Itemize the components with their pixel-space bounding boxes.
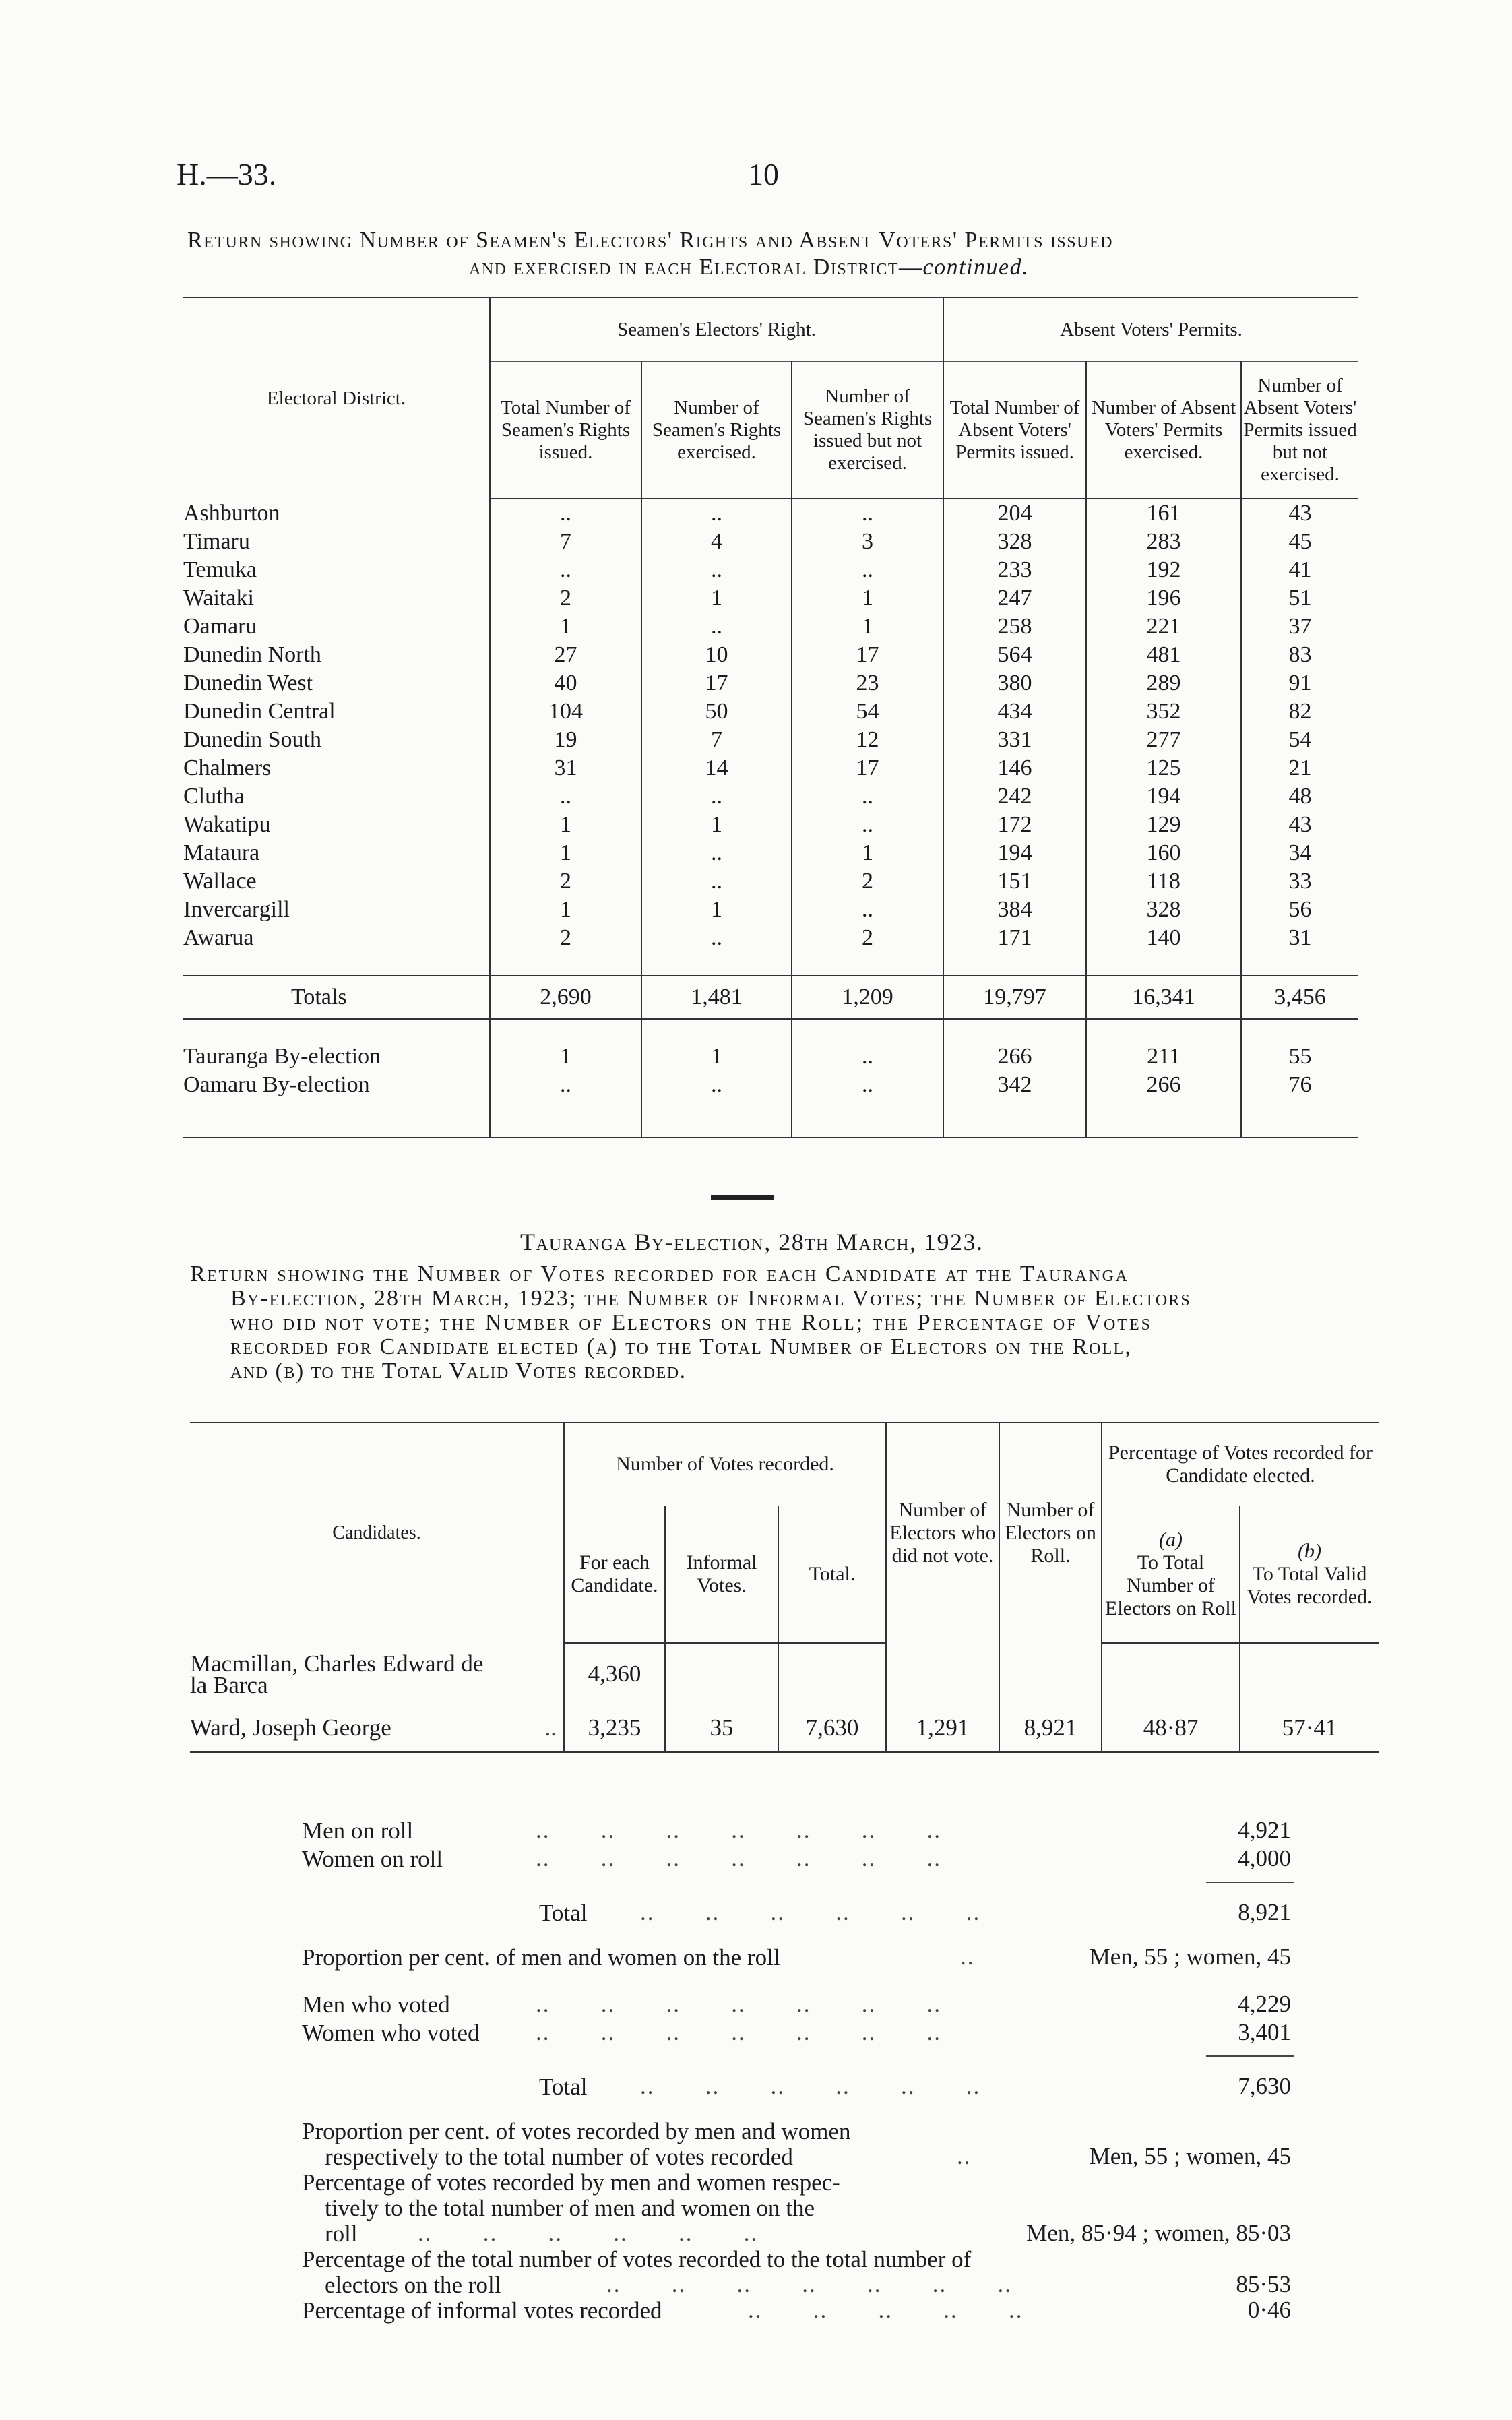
leader-dots: .. .. .. .. .. .. .. [536,1845,941,1871]
seamen-not-exercised-cell: 54 [792,697,943,726]
district-row [183,613,1358,641]
seamen-not-exercised-cell: .. [792,811,943,839]
seamen-not-exercised-cell: .. [792,1071,943,1099]
col-header-on-roll: Number of Electors on Roll. [999,1423,1102,1643]
by-election-row [183,1043,1358,1071]
seamen-exercised-cell: .. [641,499,792,528]
absent-exercised-cell: 352 [1086,697,1241,726]
district-name: Awarua [183,925,254,950]
absent-not-exercised-cell: 76 [1241,1071,1358,1099]
seamen-issued-cell: .. [490,499,641,528]
absent-not-exercised-cell: 43 [1241,499,1358,528]
totals-absent-issued: 19,797 [943,976,1086,1019]
seamen-not-exercised-cell: 2 [792,867,943,896]
leader-dots: .. .. .. .. .. .. .. [536,1817,941,1843]
electors-on-roll: 8,921 [999,1704,1102,1752]
seamen-not-exercised-cell: 1 [792,839,943,867]
seamen-not-exercised-cell: .. [792,499,943,528]
absent-exercised-cell: 196 [1086,584,1241,613]
absent-issued-cell: 242 [943,782,1086,811]
district-name: Wakatipu [183,812,271,837]
totals-label: Totals [183,976,490,1019]
by-election-row [183,1071,1358,1099]
informal-votes: 35 [665,1704,778,1752]
totals-seamen-exercised: 1,481 [641,976,792,1019]
seamen-exercised-cell: .. [641,1071,792,1099]
absent-not-exercised-cell: 82 [1241,697,1358,726]
district-row [183,499,1358,528]
absent-exercised-cell: 160 [1086,839,1241,867]
men-on-roll-label: Men on roll [302,1818,414,1844]
seamen-issued-cell: 2 [490,867,641,896]
absent-issued-cell: 434 [943,697,1086,726]
seamen-exercised-cell: .. [641,613,792,641]
return1-title-line1: Return showing Number of Seamen's Electors' Rights and Absent Voters' Permits issued [187,228,1113,253]
tauranga-return-line1: Return showing the Number of Votes recorded for each Candidate at the Tauranga [190,1262,1129,1286]
district-name: Temuka [183,557,257,582]
absent-issued-cell: 384 [943,896,1086,924]
pct-total-value: 85·53 [1236,2271,1291,2297]
men-on-roll-value: 4,921 [1238,1817,1291,1843]
seamen-issued-cell: 1 [490,896,641,924]
tauranga-return-line5: and (b) to the Total Valid Votes recorded. [230,1359,687,1384]
seamen-not-exercised-cell: .. [792,556,943,584]
seamen-issued-cell: .. [490,556,641,584]
district-row [183,584,1358,613]
pct-to-valid: 57·41 [1240,1704,1379,1752]
absent-exercised-cell: 192 [1086,556,1241,584]
district-row [183,726,1358,754]
totals-seamen-issued: 2,690 [490,976,641,1019]
seamen-not-exercised-cell: 17 [792,641,943,669]
totals-absent-exercised: 16,341 [1086,976,1241,1019]
women-on-roll-label: Women on roll [302,1846,443,1872]
leader-dots: .. .. .. .. .. [748,2297,1023,2323]
seamen-exercised-cell: 1 [641,1043,792,1071]
total-roll-label: Total [539,1900,588,1926]
seamen-exercised-cell: .. [641,839,792,867]
group-header-seamen: Seamen's Electors' Right. [490,297,943,362]
district-name: Invercargill [183,897,290,922]
seamen-exercised-cell: 10 [641,641,792,669]
col-header-absent-exercised: Number of Absent Voters' Permits exercised. [1086,362,1241,499]
district-row [183,528,1358,556]
absent-issued-cell: 194 [943,839,1086,867]
col-header-pct-a: (a) To Total Number of Electors on Roll [1102,1506,1240,1644]
group-header-absent: Absent Voters' Permits. [943,297,1358,362]
seamen-not-exercised-cell: 1 [792,584,943,613]
seamen-exercised-cell: 1 [641,896,792,924]
totals-seamen-not-exercised: 1,209 [792,976,943,1019]
seamen-issued-cell: 40 [490,669,641,697]
tauranga-return-line3: who did not vote; the Number of Electors on the Roll; the Percentage of Votes [230,1310,1152,1335]
seamen-issued-cell: 27 [490,641,641,669]
absent-not-exercised-cell: 55 [1241,1043,1358,1071]
absent-exercised-cell: 118 [1086,867,1241,896]
pct-to-roll: 48·87 [1102,1704,1240,1752]
candidate-row [190,1643,1379,1704]
men-voted-label: Men who voted [302,1991,450,2018]
absent-exercised-cell: 328 [1086,896,1241,924]
absent-issued-cell: 233 [943,556,1086,584]
seamen-issued-cell: .. [490,1071,641,1099]
col-header-not-voted: Number of Electors who did not vote. [886,1423,999,1643]
absent-issued-cell: 151 [943,867,1086,896]
seamen-issued-cell: 7 [490,528,641,556]
seamen-not-exercised-cell: 2 [792,924,943,952]
absent-exercised-cell: 277 [1086,726,1241,754]
absent-not-exercised-cell: 34 [1241,839,1358,867]
proportion-roll-label: Proportion per cent. of men and women on the roll [302,1944,780,1971]
seamen-not-exercised-cell: 12 [792,726,943,754]
district-row [183,811,1358,839]
district-name: Dunedin North [183,642,321,667]
district-name: Timaru [183,529,250,554]
district-row [183,867,1358,896]
candidate-votes: 3,235 [564,1704,665,1752]
seamen-not-exercised-cell: 1 [792,613,943,641]
col-header-absent-issued: Total Number of Absent Voters' Permits issued. [943,362,1086,499]
seamen-exercised-cell: 17 [641,669,792,697]
absent-issued-cell: 171 [943,924,1086,952]
sum-rule [1206,1882,1294,1883]
absent-issued-cell: 331 [943,726,1086,754]
absent-not-exercised-cell: 33 [1241,867,1358,896]
pct-total-line2: electors on the roll [325,2272,501,2298]
district-name: Dunedin South [183,727,321,752]
absent-exercised-cell: 129 [1086,811,1241,839]
pct-votes-line2: tively to the total number of men and women on the [325,2195,815,2221]
seamen-exercised-cell: .. [641,924,792,952]
district-row [183,896,1358,924]
seamen-exercised-cell: 7 [641,726,792,754]
seamen-exercised-cell: .. [641,556,792,584]
seamen-issued-cell: 1 [490,811,641,839]
women-on-roll-value: 4,000 [1238,1845,1291,1871]
absent-not-exercised-cell: 56 [1241,896,1358,924]
col-header-total: Total. [778,1506,886,1644]
seamen-not-exercised-cell: .. [792,782,943,811]
seamen-issued-cell: 19 [490,726,641,754]
absent-exercised-cell: 161 [1086,499,1241,528]
absent-exercised-cell: 194 [1086,782,1241,811]
section-divider [711,1195,774,1200]
district-name: Wallace [183,869,257,894]
district-row [183,839,1358,867]
absent-exercised-cell: 289 [1086,669,1241,697]
absent-issued-cell: 266 [943,1043,1086,1071]
seamen-exercised-cell: 1 [641,811,792,839]
seamen-issued-cell: 1 [490,839,641,867]
absent-not-exercised-cell: 21 [1241,754,1358,782]
district-row [183,556,1358,584]
candidate-name: Macmillan, Charles Edward de [190,1650,484,1677]
absent-issued-cell: 328 [943,528,1086,556]
district-name: Clutha [183,784,245,809]
seamen-issued-cell: 1 [490,1043,641,1071]
absent-exercised-cell: 481 [1086,641,1241,669]
pct-total-line1: Percentage of the total number of votes recorded to the total number of [302,2246,972,2272]
group-header-votes: Number of Votes recorded. [564,1423,886,1506]
absent-issued-cell: 342 [943,1071,1086,1099]
seamen-exercised-cell: 50 [641,697,792,726]
seamen-not-exercised-cell: .. [792,1043,943,1071]
absent-issued-cell: 564 [943,641,1086,669]
women-voted-value: 3,401 [1238,2019,1291,2045]
absent-exercised-cell: 211 [1086,1043,1241,1071]
district-name: Chalmers [183,755,272,780]
leader-dots: .. .. .. .. .. .. [418,2220,759,2246]
group-header-percentage: Percentage of Votes recorded for Candidate elected. [1102,1423,1379,1506]
absent-not-exercised-cell: 54 [1241,726,1358,754]
absent-not-exercised-cell: 91 [1241,669,1358,697]
seamen-issued-cell: 2 [490,584,641,613]
total-votes: 7,630 [778,1704,886,1752]
col-header-informal: Informal Votes. [665,1506,778,1644]
totals-absent-not-exercised: 3,456 [1241,976,1358,1019]
absent-exercised-cell: 221 [1086,613,1241,641]
col-header-pct-b: (b) To Total Valid Votes recorded. [1240,1506,1379,1644]
candidate-row [190,1704,1379,1752]
seamen-issued-cell: 104 [490,697,641,726]
seamen-issued-cell: 2 [490,924,641,952]
pct-votes-line3: roll [325,2221,358,2247]
absent-not-exercised-cell: 45 [1241,528,1358,556]
col-header-absent-not-exercised: Number of Absent Voters' Permits issued but not exercised. [1241,362,1358,499]
seamen-issued-cell: 1 [490,613,641,641]
seamen-absent-voters-table [183,297,1358,1138]
totals-row [183,976,1358,1019]
leader-dots: .. .. .. .. .. .. .. [536,2019,941,2045]
district-name: Waitaki [183,586,254,611]
seamen-not-exercised-cell: 23 [792,669,943,697]
district-name: Ashburton [183,500,280,526]
absent-issued-cell: 380 [943,669,1086,697]
candidate-name: la Barca Ward, Joseph George .. [190,1704,564,1752]
page-number: 10 [748,157,779,191]
seamen-exercised-cell: .. [641,782,792,811]
prop-votes-line1: Proportion per cent. of votes recorded by men and women [302,2118,851,2144]
absent-issued-cell: 172 [943,811,1086,839]
absent-exercised-cell: 266 [1086,1071,1241,1099]
women-voted-label: Women who voted [302,2020,480,2046]
seamen-not-exercised-cell: 3 [792,528,943,556]
tauranga-heading: Tauranga By-election, 28th March, 1923. [520,1229,984,1255]
district-row [183,697,1358,726]
col-header-district: Electoral District. [266,387,406,409]
seamen-not-exercised-cell: .. [792,896,943,924]
total-voted-value: 7,630 [1238,2073,1291,2099]
col-header-for-each: For each Candidate. [564,1506,665,1644]
pct-informal-label: Percentage of informal votes recorded [302,2297,662,2324]
tauranga-return-line4: recorded for Candidate elected (a) to the Total Number of Electors on the Roll, [230,1334,1133,1359]
district-row [183,754,1358,782]
seamen-exercised-cell: .. [641,867,792,896]
col-header-seamen-exercised: Number of Seamen's Rights exercised. [641,362,792,499]
absent-not-exercised-cell: 37 [1241,613,1358,641]
total-roll-value: 8,921 [1238,1899,1291,1925]
district-row [183,669,1358,697]
absent-issued-cell: 247 [943,584,1086,613]
absent-exercised-cell: 125 [1086,754,1241,782]
district-row [183,924,1358,952]
absent-not-exercised-cell: 48 [1241,782,1358,811]
seamen-issued-cell: .. [490,782,641,811]
absent-issued-cell: 146 [943,754,1086,782]
absent-issued-cell: 204 [943,499,1086,528]
document-reference: H.—33. [177,157,277,191]
proportion-roll-value: Men, 55 ; women, 45 [1089,1944,1291,1970]
men-voted-value: 4,229 [1238,1991,1291,2017]
pct-votes-value: Men, 85·94 ; women, 85·03 [1026,2220,1291,2246]
leader-dots: .. .. .. .. .. .. [640,2073,981,2099]
absent-not-exercised-cell: 83 [1241,641,1358,669]
district-name: Oamaru [183,614,257,639]
absent-not-exercised-cell: 41 [1241,556,1358,584]
seamen-exercised-cell: 14 [641,754,792,782]
col-header-seamen-issued: Total Number of Seamen's Rights issued. [490,362,641,499]
leader-dots: .. .. .. .. .. .. .. [606,2271,1012,2297]
seamen-exercised-cell: 4 [641,528,792,556]
col-header-candidates: Candidates. [332,1522,421,1543]
absent-issued-cell: 258 [943,613,1086,641]
leader-dots: .. .. .. .. .. .. .. [536,1991,941,2017]
district-row [183,641,1358,669]
seamen-exercised-cell: 1 [641,584,792,613]
total-voted-label: Total [539,2074,588,2100]
district-row [183,782,1358,811]
electors-not-voted: 1,291 [886,1704,999,1752]
return1-title-line2: and exercised in each Electoral District—continued. [469,255,1030,280]
seamen-not-exercised-cell: 17 [792,754,943,782]
district-name: Dunedin Central [183,699,336,724]
seamen-issued-cell: 31 [490,754,641,782]
absent-not-exercised-cell: 31 [1241,924,1358,952]
pct-informal-value: 0·46 [1247,2297,1291,2323]
tauranga-return-line2: By-election, 28th March, 1923; the Number of Informal Votes; the Number of Electors [230,1286,1191,1311]
absent-exercised-cell: 140 [1086,924,1241,952]
sum-rule [1206,2055,1294,2057]
district-name: Dunedin West [183,671,313,695]
district-name: Tauranga By-election [183,1044,381,1069]
col-header-seamen-not-exercised: Number of Seamen's Rights issued but not exercised. [792,362,943,499]
absent-not-exercised-cell: 51 [1241,584,1358,613]
district-name: Mataura [183,840,260,865]
tauranga-votes-table [190,1422,1379,1753]
absent-exercised-cell: 283 [1086,528,1241,556]
prop-votes-line2: respectively to the total number of votes recorded [325,2144,793,2170]
leader-dots: .. [960,1944,975,1970]
pct-votes-line1: Percentage of votes recorded by men and women respec- [302,2169,840,2196]
candidate-votes: 4,360 [564,1643,665,1704]
prop-votes-value: Men, 55 ; women, 45 [1089,2143,1291,2169]
leader-dots: .. .. .. .. .. .. [640,1899,981,1925]
district-name: Oamaru By-election [183,1072,370,1097]
absent-not-exercised-cell: 43 [1241,811,1358,839]
leader-dots: .. [957,2143,972,2169]
